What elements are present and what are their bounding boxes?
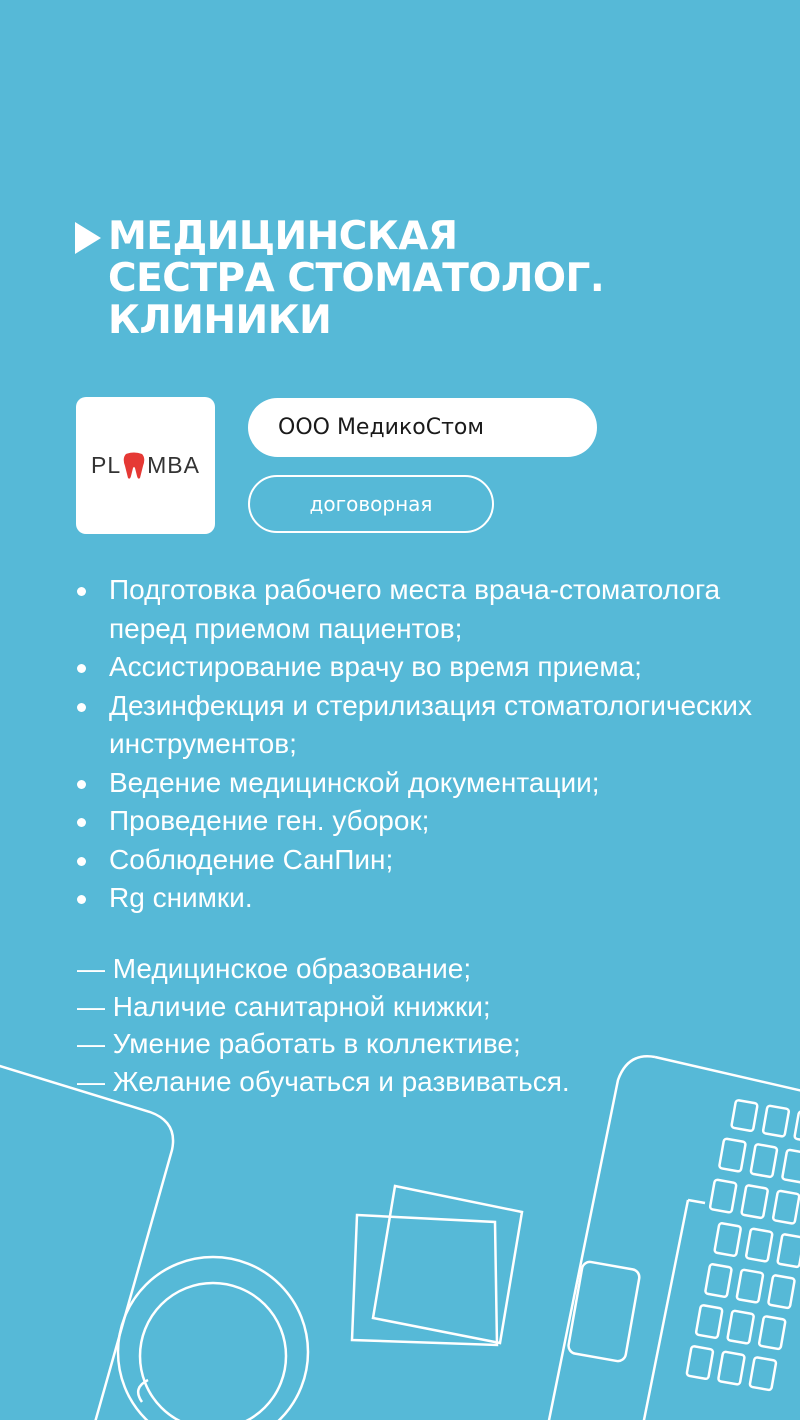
duty-text: Подготовка рабочего места врача-стоматолога перед приемом пациентов;	[109, 574, 721, 644]
bullet-icon	[77, 895, 86, 904]
vacancy-title	[75, 216, 775, 342]
duties-list	[75, 571, 775, 918]
duty-text: Дезинфекция и стерилизация стоматологических инструментов;	[109, 689, 752, 759]
title-line-2: СЕСТРА СТОМАТОЛОГ.	[108, 256, 605, 301]
bullet-icon	[77, 664, 86, 673]
title-line-3: КЛИНИКИ	[108, 298, 332, 343]
cup-inner	[140, 1283, 286, 1420]
laptop-keys	[681, 1099, 800, 1392]
laptop-outline	[545, 1056, 655, 1420]
company-logo	[76, 397, 215, 534]
requirement-item: — Медицинское образование;	[77, 953, 472, 984]
logo-text-left: PL	[91, 452, 122, 478]
title-line-1: МЕДИЦИНСКАЯ	[108, 214, 458, 259]
duty-item	[75, 571, 775, 648]
company-name-badge: ООО МедикоСтом	[248, 398, 597, 457]
duty-item	[75, 841, 775, 880]
bullet-icon	[77, 780, 86, 789]
duty-item	[75, 764, 775, 803]
logo-text-right: MBA	[147, 452, 200, 478]
requirement-item: — Желание обучаться и развиваться.	[77, 1065, 570, 1097]
cup-outer	[118, 1257, 308, 1420]
duty-item	[75, 687, 775, 764]
salary-badge: договорная	[248, 475, 494, 533]
requirement-item: — Умение работать в коллективе;	[77, 1028, 521, 1059]
tablet-outline	[0, 1060, 173, 1420]
duty-text: Rg снимки.	[109, 882, 253, 913]
bullet-icon	[77, 857, 86, 866]
duty-text: Проведение ген. уборок;	[109, 805, 430, 836]
duty-text: Соблюдение СанПин;	[109, 843, 394, 875]
note-back	[352, 1215, 497, 1345]
note-front	[373, 1186, 522, 1343]
duty-text: Ассистирование врачу во время приема;	[109, 651, 642, 682]
duty-item	[75, 879, 775, 918]
bullet-icon	[77, 587, 86, 596]
tooth-icon	[122, 452, 146, 480]
requirements-list	[77, 950, 777, 1100]
duty-item	[75, 802, 775, 841]
bullet-icon	[77, 703, 86, 712]
bullet-icon	[77, 818, 86, 827]
duty-item	[75, 648, 775, 687]
requirement-item: — Наличие санитарной книжки;	[77, 990, 491, 1022]
duty-text: Ведение медицинской документации;	[109, 766, 600, 798]
play-arrow-icon	[75, 222, 101, 254]
